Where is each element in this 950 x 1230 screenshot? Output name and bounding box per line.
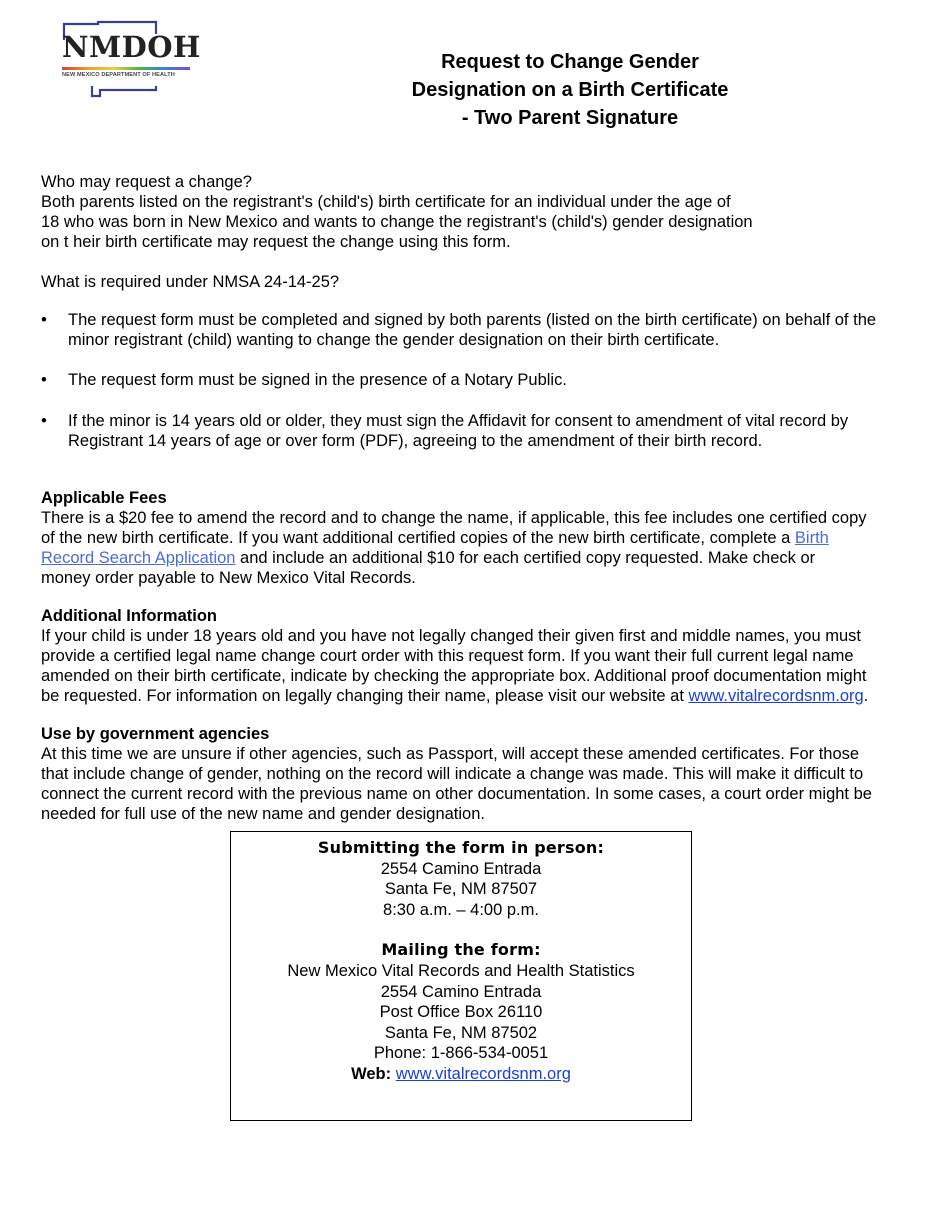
who-section [41, 172, 913, 252]
additional-text: be requested. For information on legally changing their name, please visit our website at [41, 687, 689, 705]
bullet-line: The request form must be signed in the presence of a Notary Public. [68, 371, 567, 389]
bullet-line: The request form must be completed and signed by both parents (listed on the birth certificate) on behalf of the [68, 311, 877, 329]
page-title [340, 48, 800, 132]
mail-heading: Mailing the form: [381, 940, 541, 960]
web-line [231, 1064, 691, 1085]
who-line-1: Both parents listed on the registrant's (child's) birth certificate for an individual under the age of [41, 193, 731, 211]
web-link[interactable]: www.vitalrecordsnm.org [395, 1064, 571, 1083]
bullet-line: If the minor is 14 years old or older, they must sign the Affidavit for consent to amendment of vital record by [68, 412, 849, 430]
fees-line-3 [41, 548, 913, 568]
who-line-3: on t heir birth certificate may request the change using this form. [41, 233, 511, 251]
fees-line-4: money order payable to New Mexico Vital Records. [41, 569, 416, 587]
who-question: Who may request a change? [41, 173, 252, 191]
logo-text: NMDOH [62, 30, 201, 64]
mail-line: Phone: 1-866-534-0051 [373, 1044, 549, 1063]
government-line-1: At this time we are unsure if other agencies, such as Passport, will accept these amended certificates. For those [41, 745, 860, 763]
in-person-heading: Submitting the form in person: [317, 838, 605, 857]
fees-section [41, 488, 913, 588]
additional-line-4 [41, 686, 913, 706]
birth-record-search-link[interactable]: Birth [794, 529, 829, 547]
in-person-line: 8:30 a.m. – 4:00 p.m. [383, 900, 539, 919]
bullet-glyph: • [41, 311, 47, 329]
government-line-2: that include change of gender, nothing on the record will indicate a change was made. This will make it difficult to [41, 765, 864, 783]
additional-line-3: amended on their birth certificate, indicate by checking the appropriate box. Additional proof documentation might [41, 667, 867, 685]
additional-section [41, 606, 913, 706]
fees-text: of the new birth certificate. If you want additional certified copies of the new birth certificate, complete a [41, 529, 795, 547]
logo-subtitle: NEW MEXICO DEPARTMENT OF HEALTH [62, 72, 175, 78]
mail-line: Santa Fe, NM 87502 [384, 1023, 538, 1042]
additional-line-2: provide a certified legal name change court order with this request form. If you want their full current legal name [41, 647, 854, 665]
contact-box [230, 831, 692, 1121]
government-section [41, 724, 913, 824]
who-line-2: 18 who was born in New Mexico and wants to change the registrant's (child's) gender designation [41, 213, 753, 231]
nmdoh-logo [58, 20, 201, 102]
fees-line-2 [41, 528, 913, 548]
vitalrecords-website-link[interactable]: www.vitalrecordsnm.org [688, 687, 864, 705]
title-line-3: - Two Parent Signature [461, 107, 679, 129]
logo-color-bar [62, 67, 190, 70]
bullet-glyph: • [41, 371, 47, 389]
mail-line: 2554 Camino Entrada [380, 982, 542, 1001]
title-line-1: Request to Change Gender [441, 51, 699, 73]
additional-line-1: If your child is under 18 years old and you have not legally changed their given first and middle names, you must [41, 627, 861, 645]
web-label: Web: [351, 1064, 392, 1083]
additional-text: . [863, 687, 869, 705]
bullet-line: minor registrant (child) wanting to change the gender designation on their birth certificate. [68, 331, 720, 349]
additional-heading: Additional Information [41, 607, 217, 625]
birth-record-search-link-cont[interactable]: Record Search Application [41, 549, 236, 567]
fees-line-1: There is a $20 fee to amend the record and to change the name, if applicable, this fee includes one certified copy [41, 509, 867, 527]
in-person-line: 2554 Camino Entrada [380, 859, 542, 878]
bullet-glyph: • [41, 412, 47, 430]
fees-text: and include an additional $10 for each certified copy requested. Make check or [235, 549, 816, 567]
mail-line: Post Office Box 26110 [379, 1003, 543, 1022]
in-person-line: Santa Fe, NM 87507 [384, 880, 538, 899]
required-question: What is required under NMSA 24-14-25? [41, 273, 340, 291]
government-line-4: needed for full use of the new name and gender designation. [41, 805, 485, 823]
government-line-3: connect the current record with the previous name on other documentation. In some cases, a court order might be [41, 785, 872, 803]
bullet-line: Registrant 14 years of age or over form (PDF), agreeing to the amendment of their birth record. [68, 432, 763, 450]
government-heading: Use by government agencies [41, 725, 270, 743]
title-line-2: Designation on a Birth Certificate [411, 79, 729, 101]
mail-line: New Mexico Vital Records and Health Statistics [287, 961, 635, 980]
fees-heading: Applicable Fees [41, 489, 167, 507]
